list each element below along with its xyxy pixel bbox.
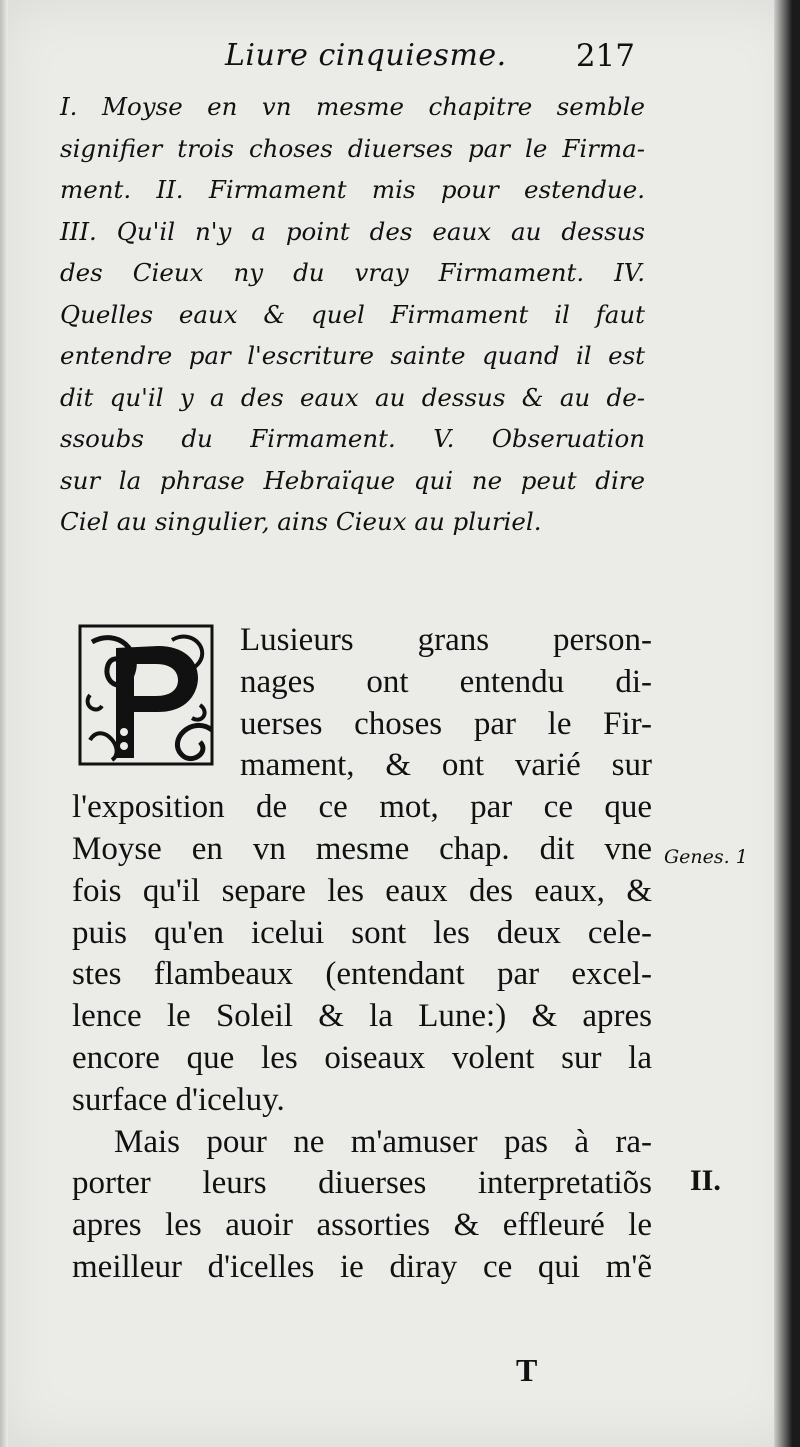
chapter-argument bbox=[60, 86, 645, 543]
body-text bbox=[72, 620, 652, 1289]
argument-line: ssoubs du Firmament. V. Obseruation bbox=[60, 424, 645, 453]
body-line: puis qu'en icelui sont les deux cele- bbox=[72, 914, 652, 951]
body-line: uerses choses par le Fir- bbox=[240, 705, 652, 742]
argument-line: sur la phrase Hebraïque qui ne peut dire bbox=[60, 465, 645, 495]
argument-line: des Cieux ny du vray Firmament. IV. bbox=[60, 258, 645, 287]
page-right-edge-shadow bbox=[774, 0, 800, 1447]
body-line: fois qu'il separe les eaux des eaux, & bbox=[72, 872, 652, 909]
argument-line: ment. II. Firmament mis pour estendue. bbox=[60, 175, 645, 204]
page-number: 217 bbox=[575, 38, 635, 74]
signature-mark: T bbox=[516, 1352, 538, 1388]
argument-line: I. Moyse en vn mesme chapitre semble bbox=[60, 92, 645, 121]
body-line: Moyse en vn mesme chap. dit vne bbox=[72, 830, 652, 867]
body-line: Mais pour ne m'amuser pas à ra- bbox=[114, 1123, 652, 1160]
body-line: Lusieurs grans person- bbox=[240, 622, 652, 658]
body-line: nages ont entendu di- bbox=[240, 663, 652, 700]
margin-section-numeral: II. bbox=[690, 1164, 721, 1197]
argument-line: dit qu'il y a des eaux au dessus & au de- bbox=[60, 382, 645, 412]
argument-line: signifier trois choses diuerses par le Firma- bbox=[60, 133, 645, 163]
body-line: surface d'iceluy. bbox=[72, 1081, 285, 1118]
argument-line: III. Qu'il n'y a point des eaux au dessus bbox=[60, 216, 645, 246]
page-left-edge bbox=[0, 0, 8, 1447]
body-line: porter leurs diuerses interpretatiõs bbox=[72, 1165, 652, 1202]
body-line: meilleur d'icelles ie diray ce qui m'ẽ bbox=[72, 1248, 652, 1285]
argument-line: Quelles eaux & quel Firmament il faut bbox=[60, 299, 645, 329]
body-line: encore que les oiseaux volent sur la bbox=[72, 1039, 652, 1076]
body-line: mament, & ont varié sur bbox=[240, 747, 652, 784]
argument-line: Ciel au singulier, ains Cieux au pluriel. bbox=[60, 507, 542, 536]
body-line: apres les auoir assorties & effleuré le bbox=[72, 1207, 652, 1244]
body-line: lence le Soleil & la Lune:) & apres bbox=[72, 998, 652, 1035]
running-head-title: Liure cinquiesme. bbox=[225, 38, 507, 73]
argument-line: entendre par l'escriture sainte quand il est bbox=[60, 341, 645, 370]
body-line: l'exposition de ce mot, par ce que bbox=[72, 789, 652, 826]
running-head bbox=[225, 38, 635, 88]
margin-note-genesis: Genes. 1 bbox=[664, 846, 748, 868]
body-line: stes flambeaux (entendant par excel- bbox=[72, 956, 652, 993]
